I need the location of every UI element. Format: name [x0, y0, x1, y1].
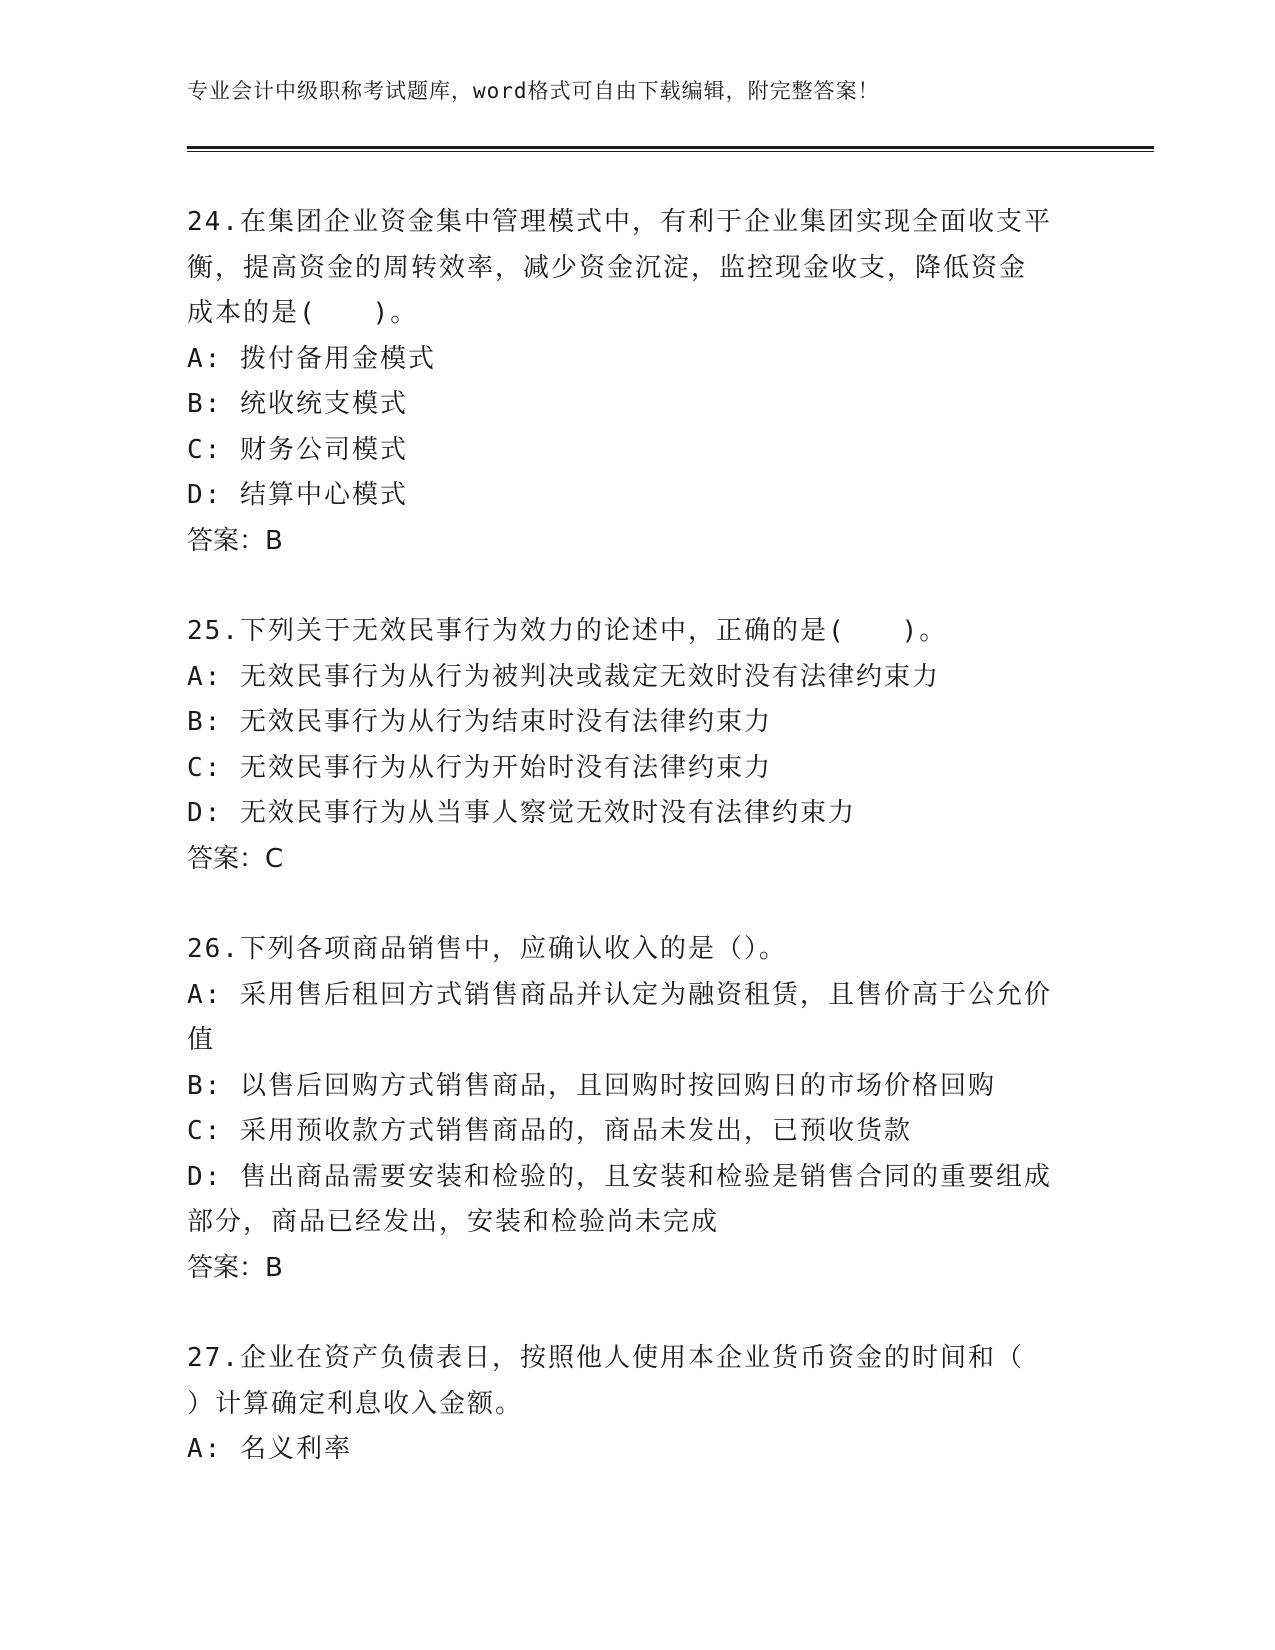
question-stem-line: 25.下列关于无效民事行为效力的论述中，正确的是( )。	[187, 616, 948, 646]
option-c: C: 采用预收款方式销售商品的，商品未发出，已预收货款	[187, 1116, 912, 1146]
option-c: C: 财务公司模式	[187, 434, 408, 465]
header-rule-thick	[187, 146, 1154, 149]
option-b: B: 无效民事行为从行为结束时没有法律约束力	[187, 707, 772, 737]
page-header: 专业会计中级职称考试题库，word格式可自由下载编辑，附完整答案！	[187, 79, 880, 103]
answer: 答案：B	[187, 525, 283, 556]
option-c: C: 无效民事行为从行为开始时没有法律约束力	[187, 752, 772, 783]
option-a-continued: 值	[187, 1025, 216, 1055]
option-d: D: 结算中心模式	[187, 480, 408, 510]
option-a: A: 拨付备用金模式	[187, 343, 436, 374]
question-24	[187, 200, 1087, 564]
question-stem-line: 衡，提高资金的周转效率，减少资金沉淀，监控现金收支，降低资金	[187, 252, 1028, 283]
answer: 答案：C	[187, 843, 284, 874]
question-stem-line: 26.下列各项商品销售中，应确认收入的是（）。	[187, 934, 787, 964]
option-d-continued: 部分，商品已经发出，安装和检验尚未完成	[187, 1207, 720, 1237]
question-stem-line: 24.在集团企业资金集中管理模式中，有利于企业集团实现全面收支平	[187, 207, 1052, 237]
answer: 答案：B	[187, 1252, 283, 1283]
question-list	[187, 200, 1087, 1518]
option-a: A: 无效民事行为从行为被判决或裁定无效时没有法律约束力	[187, 661, 940, 692]
question-26	[187, 927, 1087, 1291]
question-stem-line: ）计算确定利息收入金额。	[187, 1388, 524, 1419]
option-d: D: 售出商品需要安装和检验的，且安装和检验是销售合同的重要组成	[187, 1161, 1052, 1192]
option-b: B: 以售后回购方式销售商品，且回购时按回购日的市场价格回购	[187, 1070, 996, 1101]
question-stem-line: 27.企业在资产负债表日，按照他人使用本企业货币资金的时间和（	[187, 1343, 1024, 1373]
option-d: D: 无效民事行为从当事人察觉无效时没有法律约束力	[187, 798, 856, 828]
option-a: A: 名义利率	[187, 1434, 352, 1464]
question-stem-line: 成本的是( )。	[187, 298, 419, 328]
option-b: B: 统收统支模式	[187, 389, 408, 419]
option-a: A: 采用售后租回方式销售商品并认定为融资租赁，且售价高于公允价	[187, 979, 1052, 1010]
question-27	[187, 1336, 1087, 1473]
question-25	[187, 609, 1087, 882]
header-rule-thin	[187, 151, 1154, 152]
